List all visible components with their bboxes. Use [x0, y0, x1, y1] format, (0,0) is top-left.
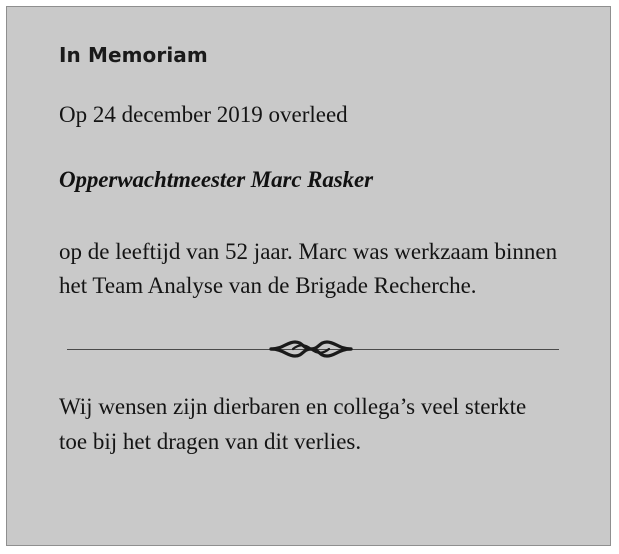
page-title: In Memoriam	[59, 43, 208, 67]
deceased-name: Opperwachtmeester Marc Rasker	[59, 166, 373, 192]
ornament-swash-divider-icon	[253, 338, 373, 360]
divider	[67, 338, 559, 360]
in-memoriam-card	[6, 6, 611, 546]
closing-paragraph: Wij wensen zijn dierbaren en collega’s veel sterkte toe bij het dragen van dit verlies.	[59, 394, 527, 455]
body-paragraph: op de leeftijd van 52 jaar. Marc was werkzaam binnen het Team Analyse van de Brigade Recherche.	[59, 238, 558, 299]
card-content	[7, 7, 610, 460]
date-of-death-line: Op 24 december 2019 overleed	[59, 102, 348, 127]
